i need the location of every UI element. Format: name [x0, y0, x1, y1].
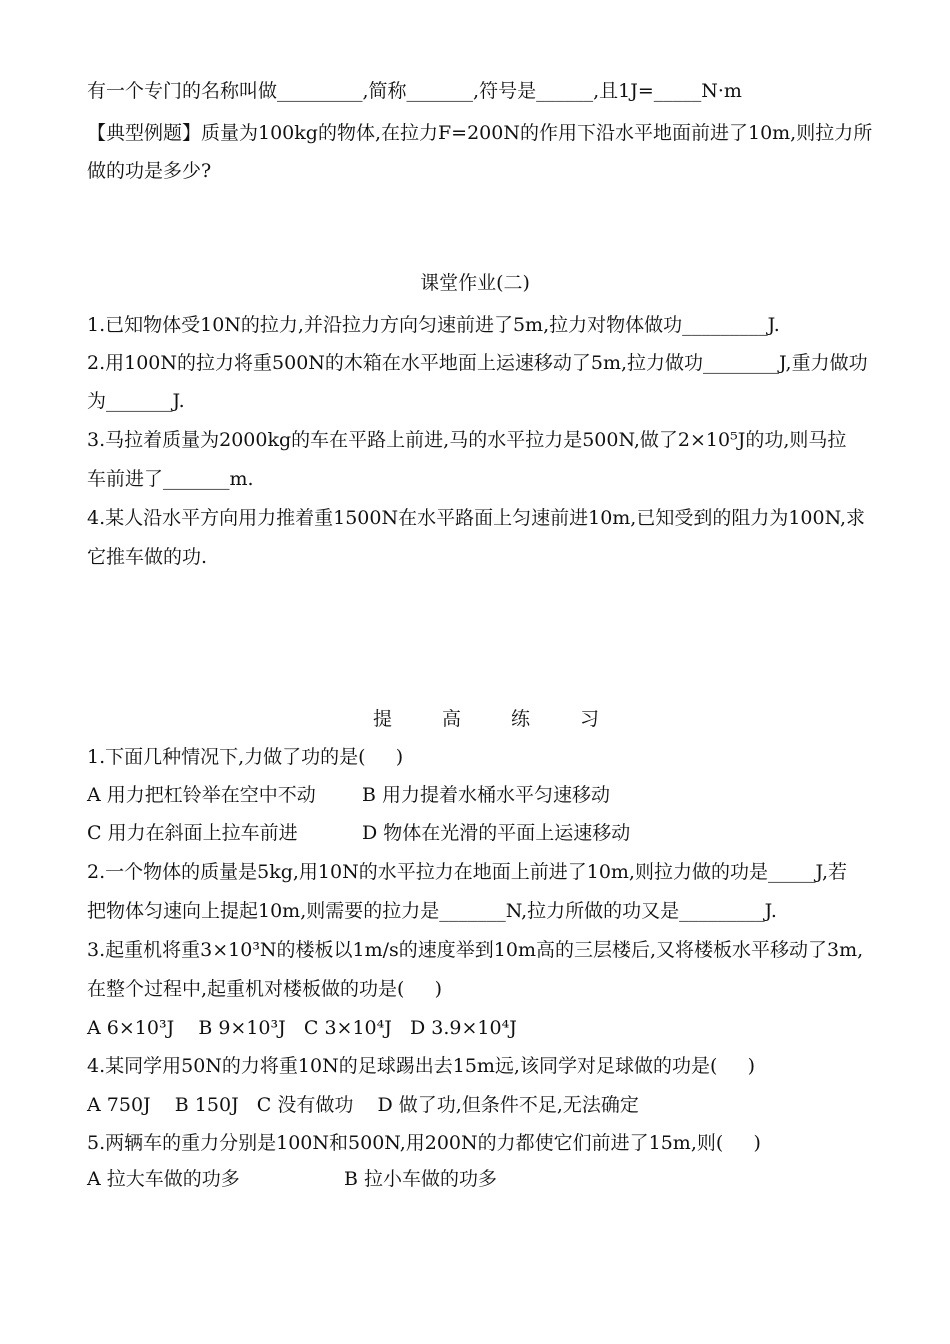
practice-question-3-line-1: 3.起重机将重3×10³N的楼板以1m/s的速度举到10m高的三层楼后,又将楼板水平移动了3m, — [87, 939, 864, 961]
example-problem-line-1: 【典型例题】质量为100kg的物体,在拉力F=200N的作用下沿水平地面前进了10m,则拉力所 — [87, 122, 873, 144]
practice-q1-option-a: A 用力把杠铃举在空中不动 — [87, 784, 316, 806]
practice-q4-options: A 750J B 150J C 没有做功 D 做了功,但条件不足,无法确定 — [87, 1094, 639, 1116]
practice-q1-option-c: C 用力在斜面上拉车前进 — [87, 822, 298, 844]
section-title-homework-2: 课堂作业(二) — [420, 272, 530, 294]
homework-question-3-line-2: 车前进了_______m. — [87, 468, 254, 490]
practice-question-1: 1.下面几种情况下,力做了功的是( ) — [87, 746, 404, 768]
homework-question-4-line-2: 它推车做的功. — [87, 546, 208, 568]
intro-fill-blank-line: 有一个专门的名称叫做_________,简称_______,符号是______,且1J=_____N·m — [87, 80, 742, 102]
practice-question-2-line-2: 把物体匀速向上提起10m,则需要的拉力是_______N,拉力所做的功又是_________J. — [87, 900, 777, 922]
practice-question-3-line-2: 在整个过程中,起重机对楼板做的功是( ) — [87, 978, 443, 1000]
practice-q1-option-b: B 用力提着水桶水平匀速移动 — [362, 784, 611, 806]
homework-question-1: 1.已知物体受10N的拉力,并沿拉力方向匀速前进了5m,拉力对物体做功_________J. — [87, 314, 780, 336]
homework-question-3-line-1: 3.马拉着质量为2000kg的车在平路上前进,马的水平拉力是500N,做了2×10⁵J的功,则马拉 — [87, 429, 847, 451]
practice-q5-option-b: B 拉小车做的功多 — [344, 1168, 498, 1190]
practice-question-4: 4.某同学用50N的力将重10N的足球踢出去15m远,该同学对足球做的功是( ) — [87, 1055, 755, 1077]
homework-question-4-line-1: 4.某人沿水平方向用力推着重1500N在水平路面上匀速前进10m,已知受到的阻力为100N,求 — [87, 507, 866, 529]
practice-question-2-line-1: 2.一个物体的质量是5kg,用10N的水平拉力在地面上前进了10m,则拉力做的功是_____J,若 — [87, 861, 848, 883]
practice-question-5: 5.两辆车的重力分别是100N和500N,用200N的力都使它们前进了15m,则( ) — [87, 1132, 761, 1154]
homework-question-2-line-1: 2.用100N的拉力将重500N的木箱在水平地面上运速移动了5m,拉力做功________J,重力做功 — [87, 352, 868, 374]
practice-q3-options: A 6×10³J B 9×10³J C 3×10⁴J D 3.9×10⁴J — [87, 1017, 517, 1039]
homework-question-2-line-2: 为_______J. — [87, 390, 185, 412]
example-problem-line-2: 做的功是多少? — [87, 160, 212, 182]
practice-q5-option-a: A 拉大车做的功多 — [87, 1168, 240, 1190]
section-title-practice: 提 高 练 习 — [372, 708, 622, 730]
practice-q1-option-d: D 物体在光滑的平面上运速移动 — [362, 822, 631, 844]
